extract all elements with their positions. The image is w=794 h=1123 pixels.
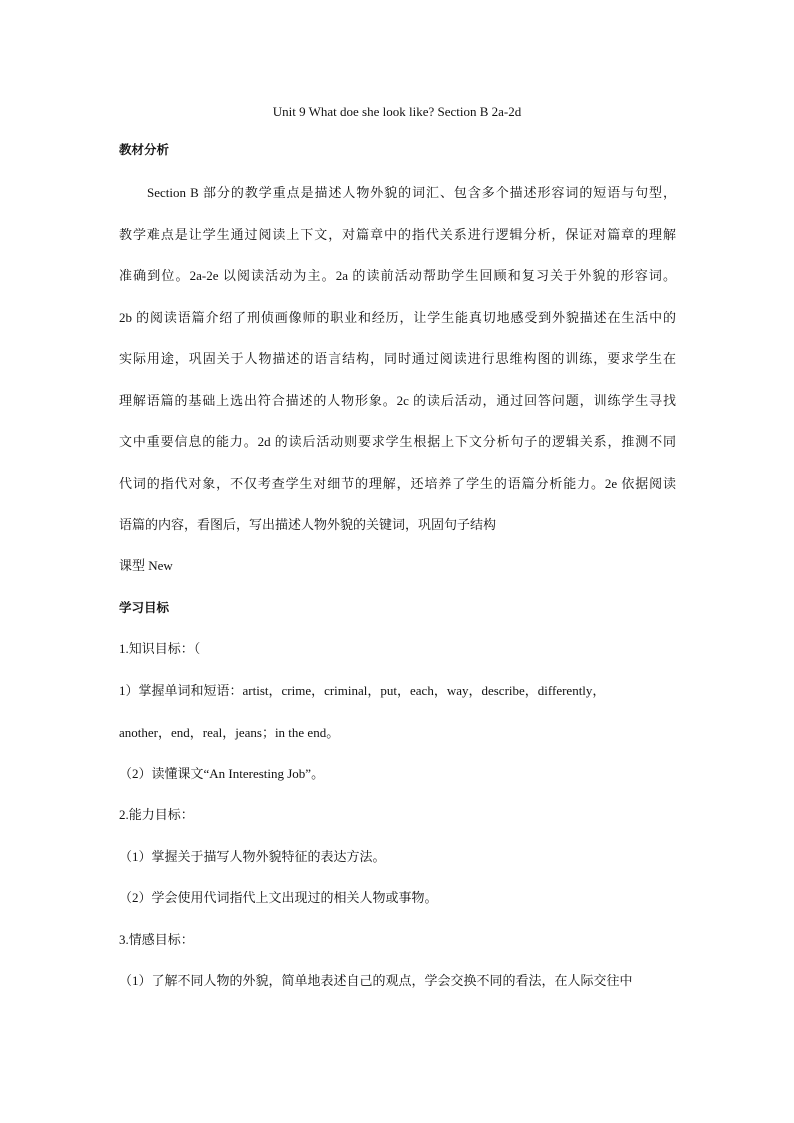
analysis-line: 实际用途，巩固关于人物描述的语言结构，同时通过阅读进行思维构图的训练，要求学生在 bbox=[119, 351, 676, 366]
knowledge-heading: 1.知识目标：（ bbox=[119, 641, 201, 656]
document-title: Unit 9 What doe she look like? Section B 2a-2d bbox=[272, 104, 522, 119]
analysis-line: 代词的指代对象，不仅考查学生对细节的理解，还培养了学生的语篇分析能力。2e 依据阅读 bbox=[119, 476, 676, 491]
knowledge-item: 1）掌握单词和短语：artist，crime，criminal，put，each，way，describe，differently， bbox=[119, 683, 606, 698]
analysis-line: Section B 部分的教学重点是描述人物外貌的词汇、包含多个描述形容词的短语与句型， bbox=[147, 185, 676, 200]
emotion-item: （1）了解不同人物的外貌，简单地表述自己的观点，学会交换不同的看法，在人际交往中 bbox=[119, 973, 633, 988]
analysis-line: 准确到位。2a-2e 以阅读活动为主。2a 的读前活动帮助学生回顾和复习关于外貌的形容词。 bbox=[119, 268, 676, 283]
analysis-line: 2b 的阅读语篇介绍了刑侦画像师的职业和经历，让学生能真切地感受到外貌描述在生活中的 bbox=[119, 310, 676, 325]
knowledge-item-cont: another，end，real，jeans；in the end。 bbox=[119, 725, 340, 740]
knowledge-item: （2）读懂课文“An Interesting Job”。 bbox=[119, 766, 325, 781]
analysis-line: 语篇的内容，看图后，写出描述人物外貌的关键词，巩固句子结构 bbox=[119, 517, 497, 532]
ability-heading: 2.能力目标： bbox=[119, 807, 194, 822]
ability-item: （1）掌握关于描写人物外貌特征的表达方法。 bbox=[119, 849, 386, 864]
analysis-line: 文中重要信息的能力。2d 的读后活动则要求学生根据上下文分析句子的逻辑关系，推测不同 bbox=[119, 434, 676, 449]
ability-item: （2）学会使用代词指代上文出现过的相关人物或事物。 bbox=[119, 890, 438, 905]
heading-objectives: 学习目标 bbox=[119, 600, 170, 615]
analysis-line: 教学难点是让学生通过阅读上下文，对篇章中的指代关系进行逻辑分析，保证对篇章的理解 bbox=[119, 227, 676, 242]
lesson-type: 课型 New bbox=[119, 558, 173, 573]
analysis-line: 理解语篇的基础上选出符合描述的人物形象。2c 的读后活动，通过回答问题，训练学生寻找 bbox=[119, 393, 676, 408]
heading-analysis: 教材分析 bbox=[119, 142, 170, 157]
emotion-heading: 3.情感目标： bbox=[119, 932, 194, 947]
